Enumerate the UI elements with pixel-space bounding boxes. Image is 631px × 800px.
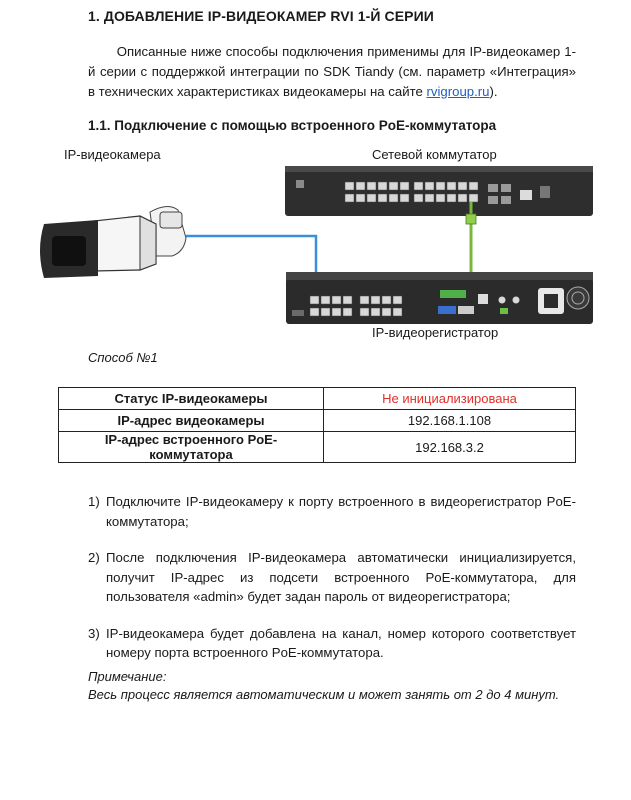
ip-nvr [286, 272, 593, 324]
table-row [59, 410, 576, 432]
switch-label: Сетевой коммутатор [372, 147, 497, 162]
rvigroup-link[interactable]: rvigroup.ru [426, 84, 490, 99]
status-table [58, 387, 576, 463]
intro-text-after: ). [489, 84, 498, 99]
steps-list [88, 492, 576, 680]
table-row [59, 432, 576, 463]
note-text: Весь процесс является автоматическим и может занять от 2 до 4 минут. [88, 687, 560, 702]
note-title: Примечание: [88, 669, 167, 684]
subsection-heading: 1.1. Подключение с помощью встроенного PoE-коммутатора [88, 118, 497, 133]
list-item [88, 548, 576, 607]
network-switch [285, 166, 593, 216]
note [88, 668, 559, 704]
list-item [88, 492, 576, 531]
method-label: Способ №1 [88, 350, 158, 365]
table-value: 192.168.3.2 [324, 432, 576, 463]
step-number: 3) [88, 625, 100, 641]
table-row [59, 388, 576, 410]
table-key: IP-адрес встроенного PoE-коммутатора [59, 432, 324, 463]
list-item [88, 624, 576, 663]
intro-paragraph [88, 42, 576, 102]
intro-text-before: Описанные ниже способы подключения применимы для IP-видеокамер 1-й серии с поддержкой интеграции по SDK Tiandy (см. параметр «Интеграция» в технических характеристиках видеокамеры на сайте [88, 44, 576, 99]
section-heading: 1. ДОБАВЛЕНИЕ IP-ВИДЕОКАМЕР RVI 1-Й СЕРИИ [88, 8, 434, 24]
step-text: Подключите IP-видеокамеру к порту встроенного в видеорегистратор PoE-коммутатора; [106, 494, 576, 529]
camera-label: IP-видеокамера [64, 147, 161, 162]
nvr-label: IP-видеорегистратор [372, 325, 499, 340]
table-key: IP-адрес видеокамеры [59, 410, 324, 432]
step-number: 1) [88, 494, 100, 509]
table-value: Не инициализирована [324, 388, 576, 410]
connection-diagram [0, 160, 631, 350]
step-text: IP-видеокамера будет добавлена на канал, номер которого соответствует номеру порта встроенного PoE-коммутатора. [106, 625, 576, 660]
step-number: 2) [88, 550, 100, 565]
step-text: После подключения IP-видеокамера автоматически инициализируется, получит IP-адрес из подсети встроенного PoE-коммутатора, для пользователя «admin» будет задан пароль от видеорегистратора; [106, 550, 576, 604]
ip-camera [40, 206, 186, 278]
table-key: Статус IP-видеокамеры [59, 388, 324, 410]
table-value: 192.168.1.108 [324, 410, 576, 432]
